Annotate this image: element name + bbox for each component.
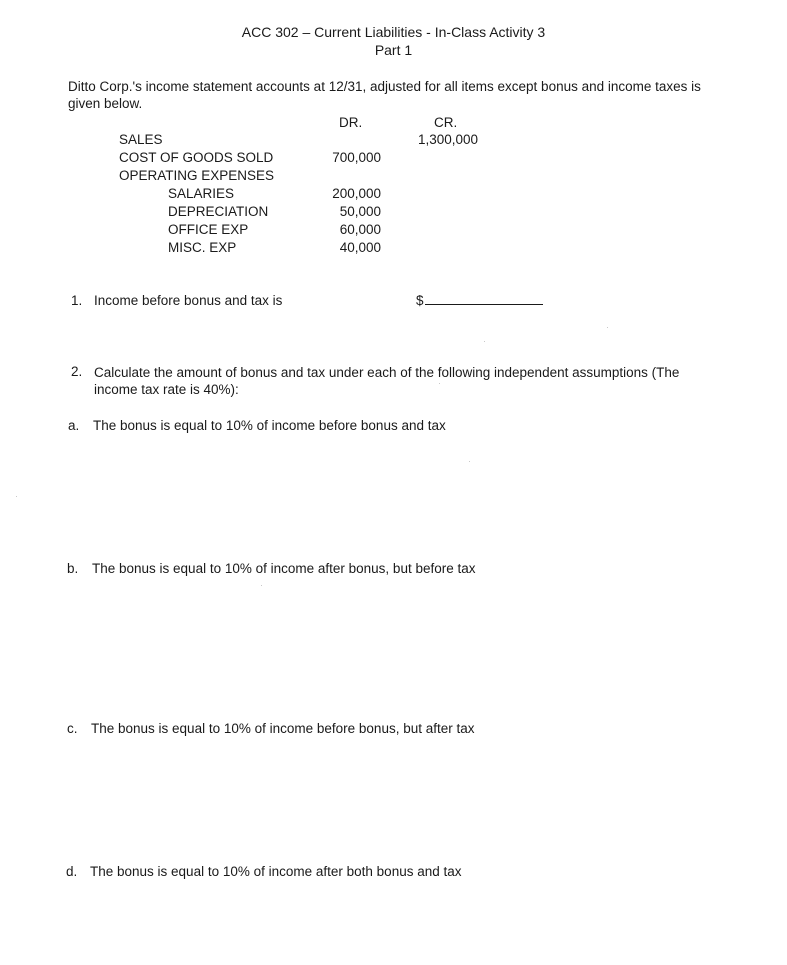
dr-value-cogs: 700,000 xyxy=(332,150,381,165)
account-label-depreciation: DEPRECIATION xyxy=(168,204,269,219)
part-b-letter: b. xyxy=(67,561,79,576)
account-label-salaries: SALARIES xyxy=(168,186,235,201)
page-subtitle: Part 1 xyxy=(374,42,413,58)
scan-speck xyxy=(607,327,608,328)
question-1-text: Income before bonus and tax is xyxy=(94,293,283,308)
scan-speck xyxy=(439,383,440,384)
cr-value-sales: 1,300,000 xyxy=(418,132,479,147)
page-title: ACC 302 – Current Liabilities - In-Class Activity 3 xyxy=(241,24,546,40)
dr-value-depreciation: 50,000 xyxy=(339,204,381,219)
part-c-text: The bonus is equal to 10% of income before bonus, but after tax xyxy=(91,721,475,736)
scan-speck xyxy=(261,585,262,586)
part-a-text: The bonus is equal to 10% of income before bonus and tax xyxy=(93,418,446,433)
cr-column-header: CR. xyxy=(434,115,458,130)
scan-speck xyxy=(484,341,485,342)
part-b-text: The bonus is equal to 10% of income after bonus, but before tax xyxy=(92,561,476,576)
question-2-number: 2. xyxy=(71,364,83,379)
scan-speck xyxy=(469,461,470,462)
question-2-text: Calculate the amount of bonus and tax under each of the following independent assumptions (The income tax rate is 40%): xyxy=(94,365,680,397)
account-label-sales: SALES xyxy=(119,132,163,147)
account-label-cogs: COST OF GOODS SOLD xyxy=(119,150,274,165)
dr-value-office-exp: 60,000 xyxy=(339,222,381,237)
part-d-text: The bonus is equal to 10% of income after both bonus and tax xyxy=(90,864,462,879)
part-c-letter: c. xyxy=(67,721,78,736)
account-label-misc-exp: MISC. EXP xyxy=(168,240,237,255)
account-label-operating-expenses: OPERATING EXPENSES xyxy=(119,168,275,183)
dr-value-salaries: 200,000 xyxy=(332,186,381,201)
question-1-number: 1. xyxy=(71,293,83,308)
part-a-letter: a. xyxy=(68,418,80,433)
dollar-sign: $ xyxy=(416,293,424,308)
question-1-answer[interactable] xyxy=(416,293,543,308)
part-d-letter: d. xyxy=(66,864,78,879)
dr-column-header: DR. xyxy=(339,115,363,130)
dr-value-misc-exp: 40,000 xyxy=(339,240,381,255)
account-label-office-exp: OFFICE EXP xyxy=(168,222,249,237)
scan-speck xyxy=(16,496,17,497)
answer-blank-line[interactable] xyxy=(425,293,543,305)
intro-paragraph: Ditto Corp.'s income statement accounts at 12/31, adjusted for all items except bonus and income taxes is given below. xyxy=(68,79,701,111)
